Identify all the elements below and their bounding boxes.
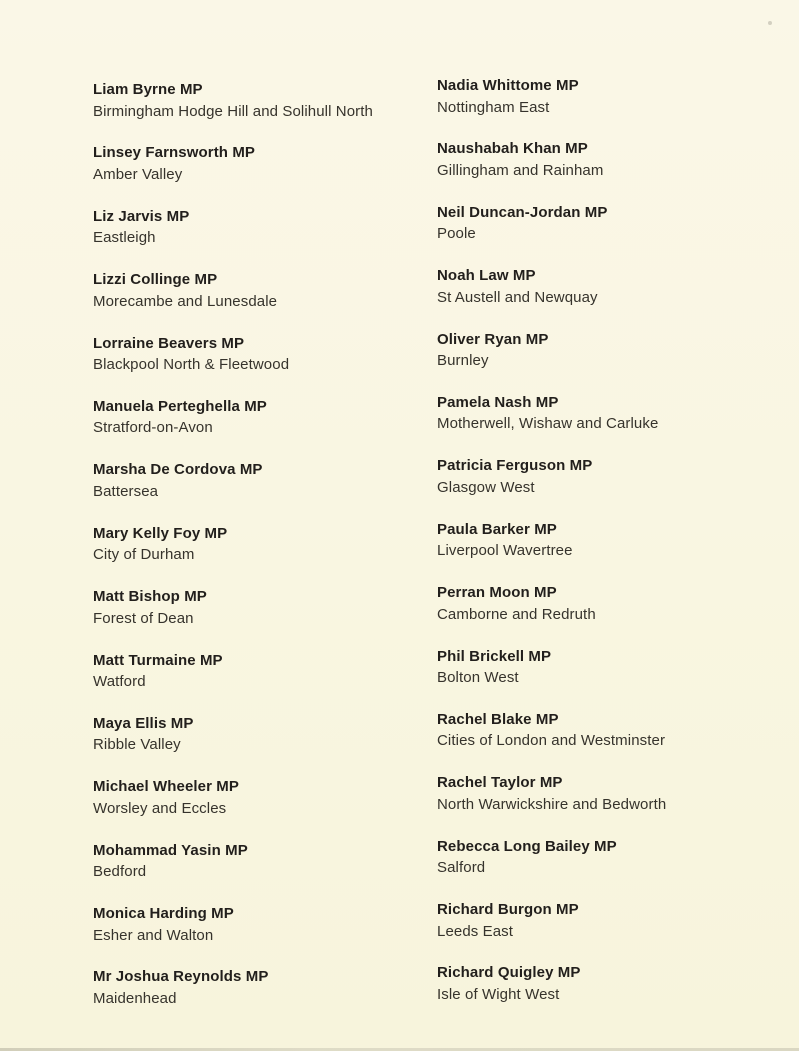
mp-constituency: Burnley [437, 352, 489, 370]
mp-entry [437, 329, 782, 372]
mp-entry [437, 772, 782, 815]
mp-constituency: Esher and Walton [93, 926, 214, 944]
mp-entry [93, 142, 438, 185]
mp-name: Lizzi Collinge MP [93, 271, 218, 289]
mp-name: Phil Brickell MP [437, 647, 552, 665]
mp-entry [93, 333, 438, 376]
mp-name: Nadia Whittome MP [437, 77, 579, 94]
mp-name: Lorraine Beavers MP [93, 334, 245, 352]
mp-name: Richard Burgon MP [437, 901, 579, 919]
mp-constituency: Worsley and Eccles [93, 799, 227, 817]
mp-constituency: Cities of London and Westminster [437, 732, 666, 750]
mp-constituency: Maidenhead [93, 989, 177, 1007]
mp-name: Liam Byrne MP [93, 81, 203, 98]
mp-entry [437, 582, 782, 625]
mp-constituency: Salford [437, 859, 486, 877]
mp-entry [437, 899, 782, 942]
mp-entry [93, 903, 438, 946]
mp-entry [93, 79, 438, 122]
mp-entry [437, 265, 782, 308]
mp-list-column-right [437, 75, 782, 1026]
mp-entry [93, 206, 438, 249]
mp-name: Mr Joshua Reynolds MP [93, 968, 269, 986]
mp-entry [93, 459, 438, 502]
mp-name: Rebecca Long Bailey MP [437, 837, 617, 855]
mp-name: Monica Harding MP [93, 905, 234, 923]
mp-entry [437, 455, 782, 498]
mp-constituency: Eastleigh [93, 229, 156, 247]
mp-name: Neil Duncan-Jordan MP [437, 203, 608, 221]
mp-constituency: Isle of Wight West [437, 985, 560, 1003]
mp-name: Patricia Ferguson MP [437, 457, 593, 475]
mp-name: Rachel Blake MP [437, 710, 559, 728]
mp-name: Oliver Ryan MP [437, 330, 549, 348]
mp-constituency: Gillingham and Rainham [437, 161, 604, 179]
mp-name: Pamela Nash MP [437, 393, 559, 411]
mp-name: Mary Kelly Foy MP [93, 524, 228, 542]
mp-constituency: Leeds East [437, 922, 514, 940]
mp-constituency: Liverpool Wavertree [437, 542, 573, 560]
mp-name: Liz Jarvis MP [93, 207, 190, 225]
mp-entry [437, 836, 782, 879]
mp-entry [93, 396, 438, 439]
mp-constituency: Ribble Valley [93, 736, 181, 754]
mp-entry [437, 75, 782, 118]
mp-name: Mohammad Yasin MP [93, 841, 248, 859]
mp-constituency: Amber Valley [93, 165, 183, 183]
mp-name: Matt Turmaine MP [93, 651, 223, 669]
mp-name: Manuela Perteghella MP [93, 397, 267, 415]
mp-constituency: Watford [93, 673, 146, 691]
mp-constituency: North Warwickshire and Bedworth [437, 795, 667, 813]
mp-entry [93, 713, 438, 756]
mp-entry [437, 392, 782, 435]
mp-name: Marsha De Cordova MP [93, 461, 263, 479]
mp-name: Richard Quigley MP [437, 964, 581, 982]
mp-name: Matt Bishop MP [93, 588, 207, 606]
mp-list-column-left [93, 79, 438, 1030]
mp-constituency: Morecambe and Lunesdale [93, 292, 278, 310]
mp-entry [437, 709, 782, 752]
mp-entry [437, 202, 782, 245]
scan-artifact-speck [768, 21, 772, 25]
mp-entry [437, 519, 782, 562]
mp-name: Noah Law MP [437, 267, 536, 285]
mp-name: Paula Barker MP [437, 520, 557, 538]
mp-constituency: Blackpool North & Fleetwood [93, 356, 290, 374]
mp-entry [93, 840, 438, 883]
mp-constituency: Stratford-on-Avon [93, 419, 213, 437]
mp-entry [93, 586, 438, 629]
mp-entry [93, 269, 438, 312]
mp-name: Maya Ellis MP [93, 714, 194, 732]
mp-name: Michael Wheeler MP [93, 778, 240, 796]
mp-constituency: Birmingham Hodge Hill and Solihull North [93, 102, 373, 120]
mp-entry [93, 650, 438, 693]
mp-constituency: Motherwell, Wishaw and Carluke [437, 415, 659, 433]
mp-constituency: Camborne and Redruth [437, 605, 596, 623]
mp-entry [437, 962, 782, 1005]
mp-constituency: Nottingham East [437, 98, 550, 116]
mp-constituency: Battersea [93, 482, 159, 500]
mp-name: Rachel Taylor MP [437, 774, 563, 792]
mp-entry [437, 138, 782, 181]
mp-constituency: St Austell and Newquay [437, 288, 598, 306]
mp-entry [93, 776, 438, 819]
mp-constituency: Bedford [93, 863, 147, 881]
mp-name: Linsey Farnsworth MP [93, 144, 256, 162]
mp-constituency: Poole [437, 225, 476, 243]
mp-constituency: Forest of Dean [93, 609, 194, 627]
mp-entry [437, 646, 782, 689]
mp-name: Perran Moon MP [437, 584, 557, 602]
mp-constituency: Bolton West [437, 669, 519, 687]
mp-name: Naushabah Khan MP [437, 140, 588, 158]
mp-constituency: Glasgow West [437, 478, 535, 496]
mp-constituency: City of Durham [93, 546, 195, 564]
mp-entry [93, 966, 438, 1009]
mp-entry [93, 523, 438, 566]
